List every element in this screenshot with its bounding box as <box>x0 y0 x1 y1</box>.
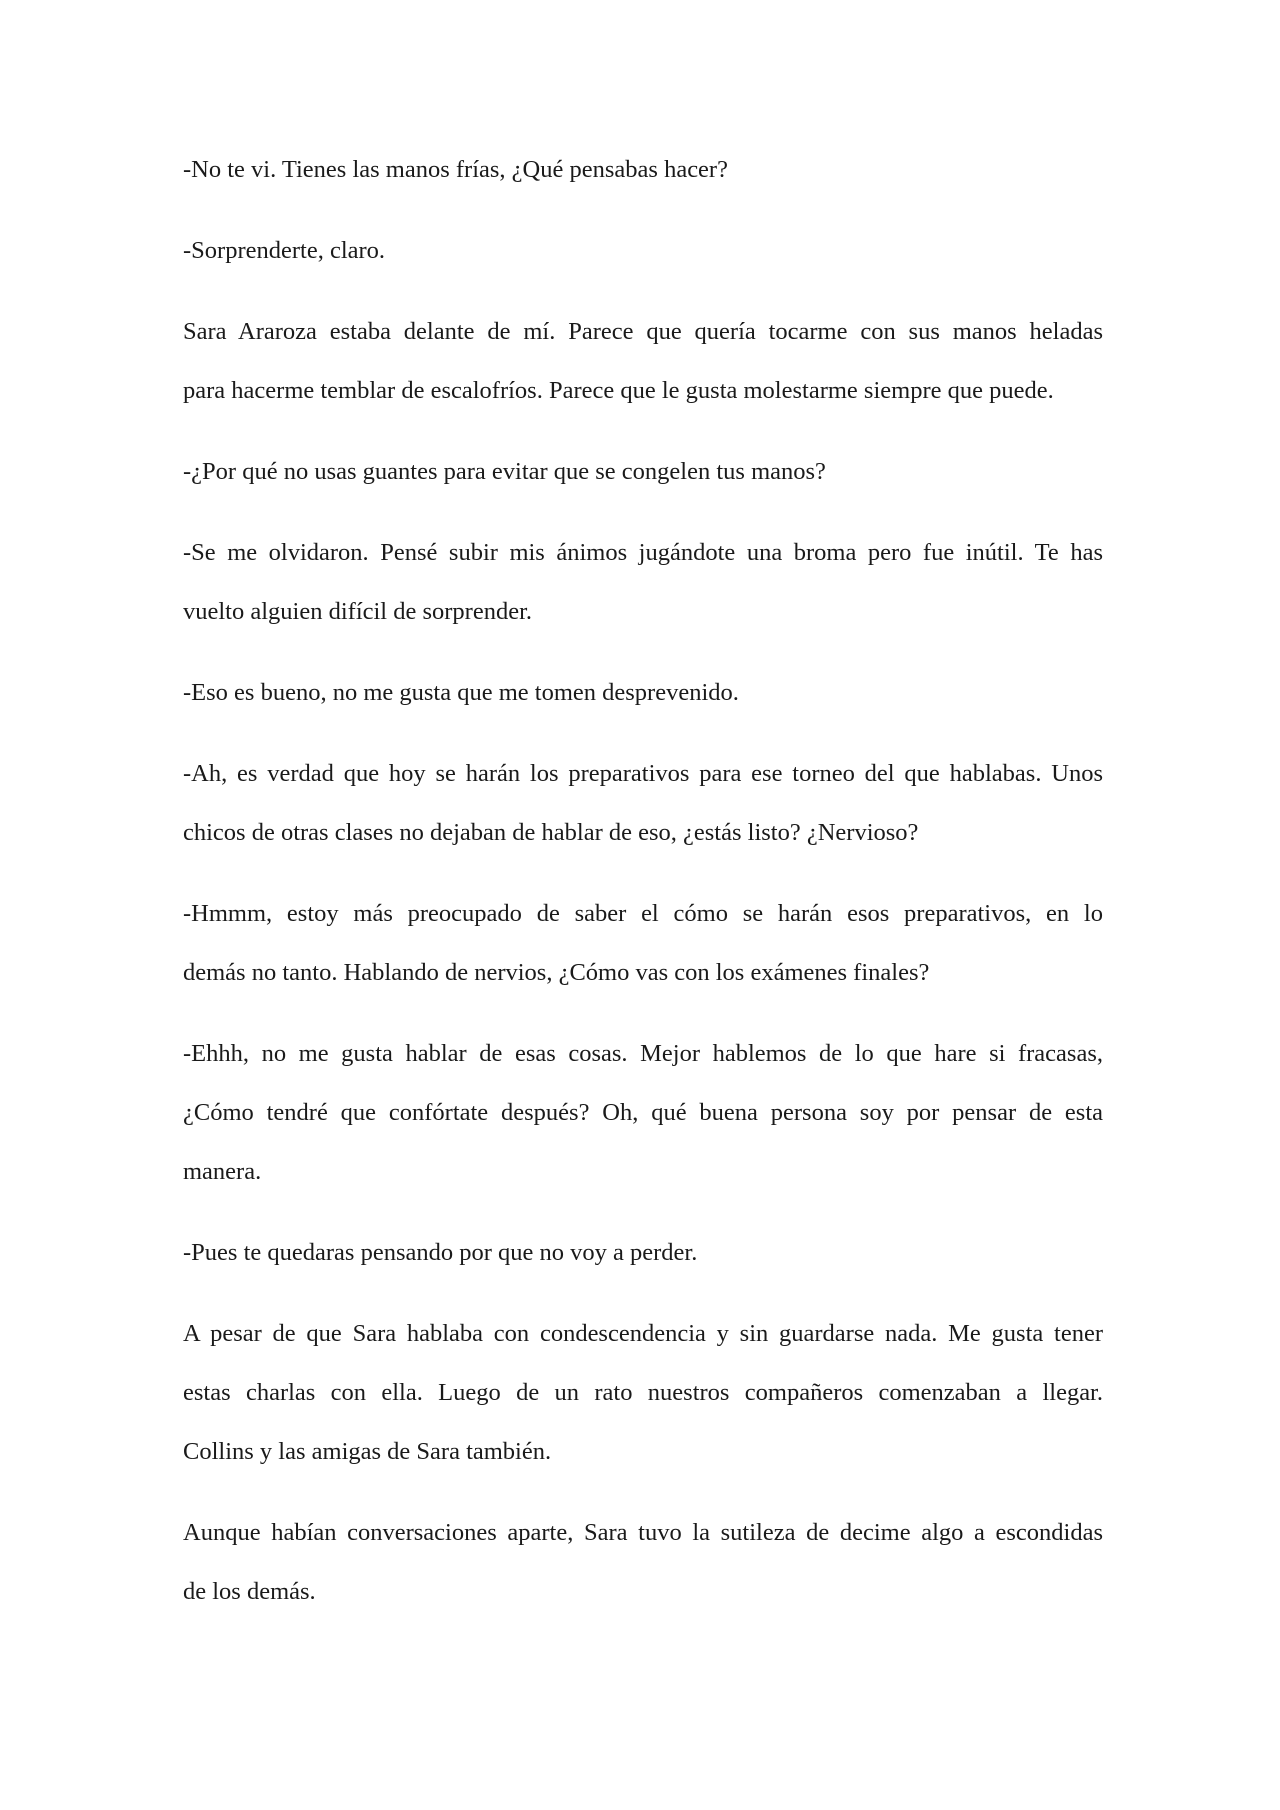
paragraph <box>183 1503 1103 1621</box>
text-line: Collins y las amigas de Sara también. <box>183 1438 552 1465</box>
paragraph <box>183 1024 1103 1201</box>
text-line: A pesar de que Sara hablaba con condescendencia y sin guardarse nada. Me gusta tener <box>183 1320 1103 1347</box>
text-line: Sara Araroza estaba delante de mí. Parece que quería tocarme con sus manos heladas <box>183 318 1103 345</box>
paragraph <box>183 442 1103 501</box>
text-line: -No te vi. Tienes las manos frías, ¿Qué pensabas hacer? <box>183 156 728 183</box>
text-line: manera. <box>183 1158 262 1185</box>
text-line: vuelto alguien difícil de sorprender. <box>183 598 533 625</box>
text-line: -Hmmm, estoy más preocupado de saber el cómo se harán esos preparativos, en lo <box>183 900 1103 927</box>
text-line: Aunque habían conversaciones aparte, Sara tuvo la sutileza de decime algo a escondidas <box>183 1519 1103 1546</box>
text-line: -Eso es bueno, no me gusta que me tomen desprevenido. <box>183 679 739 706</box>
text-line: para hacerme temblar de escalofríos. Parece que le gusta molestarme siempre que puede. <box>183 377 1054 404</box>
paragraph <box>183 140 1103 199</box>
paragraph <box>183 884 1103 1002</box>
paragraph <box>183 663 1103 722</box>
paragraph <box>183 1304 1103 1481</box>
text-line: demás no tanto. Hablando de nervios, ¿Cómo vas con los exámenes finales? <box>183 959 930 986</box>
text-line: -Ah, es verdad que hoy se harán los preparativos para ese torneo del que hablabas. Unos <box>183 760 1103 787</box>
text-line: de los demás. <box>183 1578 316 1605</box>
text-line: -Ehhh, no me gusta hablar de esas cosas. Mejor hablemos de lo que hare si fracasas, <box>183 1040 1103 1067</box>
text-line: -Pues te quedaras pensando por que no voy a perder. <box>183 1239 698 1266</box>
text-line: ¿Cómo tendré que confórtate después? Oh, qué buena persona soy por pensar de esta <box>183 1099 1103 1126</box>
paragraph <box>183 221 1103 280</box>
paragraph <box>183 744 1103 862</box>
body-text <box>183 140 1103 1621</box>
paragraph <box>183 523 1103 641</box>
paragraph <box>183 1223 1103 1282</box>
text-line: -¿Por qué no usas guantes para evitar que se congelen tus manos? <box>183 458 826 485</box>
text-line: estas charlas con ella. Luego de un rato nuestros compañeros comenzaban a llegar. <box>183 1379 1103 1406</box>
text-line: -Se me olvidaron. Pensé subir mis ánimos jugándote una broma pero fue inútil. Te has <box>183 539 1103 566</box>
text-line: chicos de otras clases no dejaban de hablar de eso, ¿estás listo? ¿Nervioso? <box>183 819 919 846</box>
text-line: -Sorprenderte, claro. <box>183 237 386 264</box>
paragraph <box>183 302 1103 420</box>
